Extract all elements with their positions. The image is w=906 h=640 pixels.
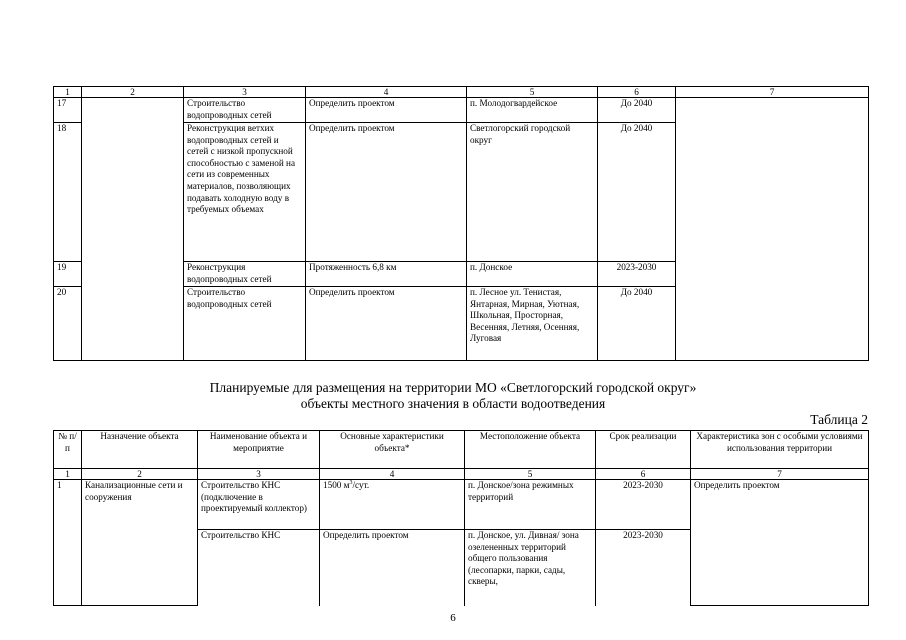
col-number: 2: [82, 469, 198, 480]
object-characteristics: [320, 480, 465, 530]
implementation-term: До 2040: [598, 123, 676, 262]
capacity-value: 1500 м: [323, 480, 350, 490]
object-name: Строительство КНС: [198, 530, 320, 606]
col-number: 4: [306, 87, 467, 98]
object-name: Строительство водопроводных сетей: [184, 98, 306, 123]
col-number: 7: [676, 87, 869, 98]
object-location: Светлогорский городской округ: [467, 123, 598, 262]
row-number: 1: [54, 480, 82, 606]
row-number: 20: [54, 287, 82, 361]
row-number: 17: [54, 98, 82, 123]
header-zones: Характеристика зон с особыми условиями использования территории: [691, 431, 869, 469]
header-purpose: Назначение объекта: [82, 431, 198, 469]
col-number: 5: [467, 87, 598, 98]
object-location: п. Молодогвардейское: [467, 98, 598, 123]
object-name: Строительство водопроводных сетей: [184, 287, 306, 361]
object-characteristics: Протяженность 6,8 км: [306, 262, 467, 287]
object-location: п. Лесное ул. Тенистая, Янтарная, Мирная, Уютная, Школьная, Просторная, Весенняя, Летняя, Осенняя, Луговая: [467, 287, 598, 361]
col-number: 7: [691, 469, 869, 480]
zones-cell: [676, 98, 869, 361]
header-term: Срок реализации: [596, 431, 691, 469]
section-title: Планируемые для размещения на территории МО «Светлогорский городской округ»: [209, 380, 697, 395]
implementation-term: До 2040: [598, 287, 676, 361]
object-name: Реконструкция водопроводных сетей: [184, 262, 306, 287]
object-purpose-cell: [82, 98, 184, 361]
object-location: п. Донское, ул. Дивная/ зона озелененных территорий общего пользования (лесопарки, парки, сады, скверы,: [465, 530, 596, 606]
implementation-term: 2023-2030: [598, 262, 676, 287]
col-number: 4: [320, 469, 465, 480]
col-number: 1: [54, 469, 82, 480]
implementation-term: 2023-2030: [596, 480, 691, 530]
object-purpose: Канализационные сети и сооружения: [82, 480, 198, 606]
column-number-row: [54, 469, 869, 480]
header-row: [54, 431, 869, 469]
header-location: Местоположение объекта: [465, 431, 596, 469]
row-number: 18: [54, 123, 82, 262]
col-number: 6: [596, 469, 691, 480]
cubic-superscript: 3: [349, 479, 353, 486]
object-characteristics: Определить проектом: [306, 287, 467, 361]
wastewater-table: [53, 430, 869, 606]
header-characteristics: Основные характеристики объекта*: [320, 431, 465, 469]
col-number: 1: [54, 87, 82, 98]
header-name: Наименование объекта и мероприятие: [198, 431, 320, 469]
zones-characteristic: Определить проектом: [691, 480, 869, 606]
column-number-row: [54, 87, 869, 98]
table-row: [54, 98, 869, 123]
object-characteristics: Определить проектом: [306, 98, 467, 123]
object-name: Строительство КНС (подключение в проектируемый коллектор): [198, 480, 320, 530]
table-row: [54, 480, 869, 530]
implementation-term: До 2040: [598, 98, 676, 123]
col-number: 6: [598, 87, 676, 98]
col-number: 5: [465, 469, 596, 480]
col-number: 2: [82, 87, 184, 98]
page-number: 6: [450, 612, 456, 624]
table-label: Таблица 2: [810, 412, 868, 427]
implementation-term: 2023-2030: [596, 530, 691, 606]
object-characteristics: Определить проектом: [320, 530, 465, 606]
row-number: 19: [54, 262, 82, 287]
object-location: п. Донское: [467, 262, 598, 287]
object-name: Реконструкция ветхих водопроводных сетей и сетей с низкой пропускной способностью с заменой на сети из современных материалов, позволяющих подавать холодную воду в требуемых объемах: [184, 123, 306, 262]
col-number: 3: [184, 87, 306, 98]
object-location: п. Донское/зона режимных территорий: [465, 480, 596, 530]
col-number: 3: [198, 469, 320, 480]
object-characteristics: Определить проектом: [306, 123, 467, 262]
water-supply-table: [53, 86, 869, 361]
capacity-unit: /сут.: [352, 480, 370, 490]
header-number: № п/п: [54, 431, 82, 469]
section-subtitle: объекты местного значения в области водоотведения: [300, 396, 606, 411]
